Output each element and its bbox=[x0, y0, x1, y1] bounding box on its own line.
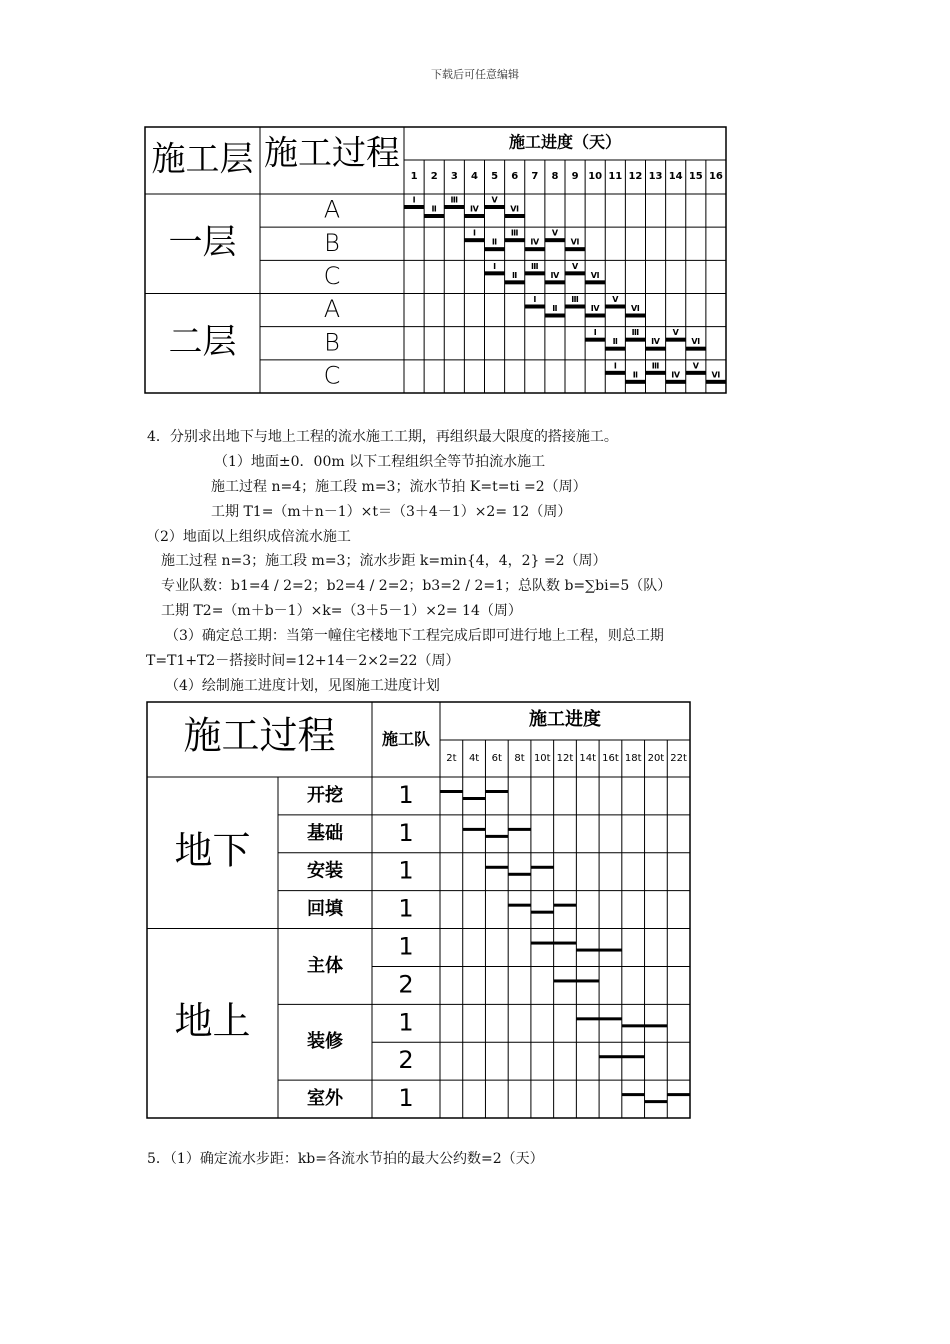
table1-bar-segment bbox=[625, 338, 645, 342]
table2-process-name: 基础 bbox=[307, 822, 343, 844]
table1-day-label: 16 bbox=[708, 171, 723, 182]
table1-bar-label: Ⅴ bbox=[672, 328, 679, 338]
table1-bar-label: Ⅲ bbox=[531, 261, 539, 271]
table1-bar-segment bbox=[404, 205, 424, 209]
text-line-5: （2）地面以上组织成倍流水施工 bbox=[146, 529, 351, 545]
text-line-1: 4．分别求出地下与地上工程的流水施工工期，再组织最大限度的搭接施工。 bbox=[147, 429, 618, 445]
table1-bar-label: Ⅱ bbox=[431, 204, 437, 214]
table1-day-label: 9 bbox=[571, 171, 579, 182]
table1-bar-segment bbox=[666, 338, 686, 342]
table1-bar-label: Ⅳ bbox=[550, 270, 560, 280]
table1-bar-segment bbox=[625, 380, 645, 384]
table1-day-label: 6 bbox=[511, 171, 519, 182]
table1-day-label: 1 bbox=[410, 171, 418, 182]
table2-bar-segment bbox=[576, 1017, 621, 1020]
table2-bar-segment bbox=[508, 904, 531, 907]
table2-tick-label: 20t bbox=[647, 753, 665, 764]
table1-process-label: B bbox=[324, 328, 340, 357]
table2-bar-segment bbox=[485, 835, 508, 838]
table1-bar-segment bbox=[585, 280, 605, 284]
table1-bar-label: Ⅱ bbox=[612, 337, 618, 347]
text-line-8: 工期 T2=（m＋b－1）×k=（3＋5－1）×2= 14（周） bbox=[161, 603, 522, 619]
table1-day-label: 4 bbox=[470, 171, 478, 182]
table2-bar-segment bbox=[554, 904, 577, 907]
table1-bar-segment bbox=[605, 371, 625, 375]
table1-bar-segment bbox=[625, 314, 645, 318]
table1-day-label: 2 bbox=[430, 171, 438, 182]
table1-bar-segment bbox=[706, 380, 726, 384]
table1-bar-label: Ⅳ bbox=[590, 304, 600, 313]
table1-group-label: 一层 bbox=[168, 222, 237, 263]
table2-team-number: 1 bbox=[398, 780, 414, 809]
table2-group-label: 地下 bbox=[174, 828, 251, 873]
table1-bar-segment bbox=[485, 271, 505, 275]
table2-header-team: 施工队 bbox=[381, 729, 431, 749]
table2-bar-segment bbox=[667, 1093, 690, 1096]
text-line-12: 5．（1）确定流水步距：kb=各流水节拍的最大公约数=2（天） bbox=[147, 1151, 544, 1167]
table2-header-progress: 施工进度 bbox=[529, 709, 601, 730]
table1-day-label: 15 bbox=[688, 171, 703, 182]
table1-bar-label: Ⅵ bbox=[691, 337, 701, 347]
table1-header-process: 施工过程 bbox=[264, 133, 400, 174]
table1-bar-segment bbox=[686, 347, 706, 351]
table1-bar-segment bbox=[545, 280, 565, 284]
table1-bar-segment bbox=[525, 271, 545, 275]
table2-tick-label: 22t bbox=[670, 753, 687, 764]
table1-bar-label: Ⅴ bbox=[491, 195, 498, 205]
table1-bar-label: Ⅰ bbox=[593, 328, 597, 338]
table2-bar-segment bbox=[645, 1100, 668, 1103]
table1-bar-label: Ⅳ bbox=[470, 204, 479, 214]
table2-tick-label: 12t bbox=[556, 753, 574, 764]
table2-bar-segment bbox=[599, 1055, 644, 1058]
table2-process-name: 回填 bbox=[307, 898, 343, 920]
table1-bar-label: Ⅲ bbox=[450, 195, 459, 205]
table2-bar-segment bbox=[531, 911, 554, 914]
table2-bar-segment bbox=[531, 942, 576, 945]
table2-tick-label: 16t bbox=[602, 753, 619, 764]
table1-bar-segment bbox=[545, 314, 565, 318]
table1-bar-label: Ⅳ bbox=[651, 337, 660, 347]
table2-group-label: 地上 bbox=[174, 998, 251, 1043]
table1-bar-label: Ⅵ bbox=[590, 270, 600, 280]
table1-bar-segment bbox=[424, 214, 444, 218]
text-line-11: （4）绘制施工进度计划，见图施工进度计划 bbox=[165, 678, 440, 694]
table1-bar-segment bbox=[545, 238, 565, 242]
table2-bar-segment bbox=[508, 828, 531, 831]
table1-bar-segment bbox=[444, 205, 464, 209]
table2-process-name: 装修 bbox=[307, 1031, 343, 1053]
table2-tick-label: 10t bbox=[533, 753, 551, 764]
table2-bar-segment bbox=[440, 790, 463, 793]
table2-process-name: 主体 bbox=[307, 955, 343, 977]
table1-bar-label: Ⅲ bbox=[510, 228, 519, 238]
table2-process-name: 安装 bbox=[307, 860, 343, 882]
table1-bar-segment bbox=[525, 247, 545, 251]
table2-tick-label: 4t bbox=[468, 753, 480, 764]
table2-bar-segment bbox=[622, 1093, 645, 1096]
table1-bar-label: Ⅴ bbox=[571, 261, 579, 271]
table1-day-label: 13 bbox=[648, 171, 663, 182]
table2-team-number: 1 bbox=[398, 1084, 414, 1113]
table1-bar-label: Ⅵ bbox=[631, 304, 640, 313]
table1-bar-label: Ⅰ bbox=[493, 261, 497, 271]
table1-bar-segment bbox=[485, 247, 505, 251]
table1-bar-segment bbox=[605, 347, 625, 351]
table1-bar-label: Ⅱ bbox=[632, 370, 639, 380]
table1-day-label: 5 bbox=[491, 171, 499, 182]
table1-bar-label: Ⅰ bbox=[613, 361, 617, 371]
table2-bar-segment bbox=[485, 790, 508, 793]
table1-day-label: 10 bbox=[588, 171, 603, 182]
table2-bar-segment bbox=[463, 828, 486, 831]
table1-process-label: B bbox=[324, 228, 340, 257]
table1-process-label: C bbox=[323, 261, 341, 290]
table1-bar-segment bbox=[646, 347, 666, 351]
table1-bar-segment bbox=[666, 380, 686, 384]
text-line-4: 工期 T1=（m＋n－1）×t＝（3＋4－1）×2= 12（周） bbox=[211, 504, 572, 520]
table2-bar-segment bbox=[463, 797, 486, 800]
table2-tick-label: 2t bbox=[446, 753, 457, 764]
table1-day-label: 12 bbox=[628, 171, 643, 182]
table1-process-label: A bbox=[323, 195, 341, 224]
page-header: 下载后可任意编辑 bbox=[431, 68, 519, 81]
table1-bar-label: Ⅴ bbox=[612, 295, 619, 304]
table1-day-label: 7 bbox=[531, 171, 539, 182]
table1-bar-segment bbox=[565, 305, 585, 309]
table1-bar-segment bbox=[646, 371, 666, 375]
table2-team-number: 2 bbox=[398, 970, 414, 999]
table1-day-label: 11 bbox=[608, 171, 623, 182]
table1-bar-segment bbox=[464, 238, 484, 242]
table2-process-name: 室外 bbox=[307, 1088, 343, 1110]
table1-bar-segment bbox=[686, 371, 706, 375]
text-line-6: 施工过程 n=3；施工段 m=3；流水步距 k=min{4，4，2} =2（周） bbox=[161, 553, 607, 569]
table1-process-label: C bbox=[323, 361, 341, 390]
table2-team-number: 1 bbox=[398, 894, 414, 923]
table1-bar-label: Ⅲ bbox=[631, 328, 640, 338]
table1-bar-segment bbox=[565, 271, 585, 275]
text-line-3: 施工过程 n=4；施工段 m=3；流水节拍 K=t=ti =2（周） bbox=[211, 479, 587, 495]
table2-bar-segment bbox=[576, 949, 621, 952]
table1-header-layer: 施工层 bbox=[151, 139, 254, 180]
table1-bar-segment bbox=[464, 214, 484, 218]
table2-bar-segment bbox=[531, 866, 554, 869]
table2-header-process: 施工过程 bbox=[183, 713, 336, 758]
table2-bar-segment bbox=[485, 866, 508, 869]
table2-bar-segment bbox=[622, 1024, 667, 1027]
table1-bar-segment bbox=[605, 305, 625, 309]
table2-bar-segment bbox=[508, 873, 531, 876]
table2-tick-label: 8t bbox=[514, 753, 525, 764]
table1-bar-label: Ⅴ bbox=[551, 228, 559, 238]
table1-bar-segment bbox=[585, 314, 605, 318]
table1-bar-label: Ⅰ bbox=[472, 228, 476, 238]
table2-team-number: 1 bbox=[398, 1008, 414, 1037]
table1-bar-label: Ⅲ bbox=[651, 361, 660, 371]
table1-bar-segment bbox=[505, 214, 525, 218]
table1-header-progress: 施工进度（天） bbox=[508, 132, 622, 152]
text-line-9: （3）确定总工期：当第一幢住宅楼地下工程完成后即可进行地上工程，则总工期 bbox=[165, 628, 664, 644]
table2-team-number: 1 bbox=[398, 818, 414, 847]
table1-bar-segment bbox=[585, 338, 605, 342]
table2-team-number: 1 bbox=[398, 856, 414, 885]
table1-bar-label: Ⅵ bbox=[711, 370, 721, 380]
table2-team-number: 2 bbox=[398, 1046, 414, 1075]
table1-bar-label: Ⅴ bbox=[692, 361, 699, 371]
table1-bar-label: Ⅱ bbox=[491, 237, 498, 247]
table2-tick-label: 18t bbox=[624, 753, 642, 764]
table1-bar-segment bbox=[565, 247, 585, 251]
table1-bar-label: Ⅰ bbox=[412, 195, 416, 205]
table1-bar-label: Ⅵ bbox=[510, 204, 520, 214]
table2-process-name: 开挖 bbox=[307, 784, 343, 806]
table2-bar-segment bbox=[554, 979, 599, 982]
table1-bar-segment bbox=[485, 205, 505, 209]
table1-day-label: 3 bbox=[450, 171, 458, 182]
text-line-2: （1）地面±0．00m 以下工程组织全等节拍流水施工 bbox=[214, 454, 546, 470]
table2-team-number: 1 bbox=[398, 932, 414, 961]
table1-group-label: 二层 bbox=[168, 321, 237, 362]
table2-tick-label: 14t bbox=[579, 753, 597, 764]
table1-bar-label: Ⅲ bbox=[571, 295, 579, 304]
table1-bar-label: Ⅱ bbox=[512, 270, 518, 280]
table1-bar-label: Ⅱ bbox=[552, 304, 558, 313]
table1-bar-segment bbox=[505, 280, 525, 284]
table1-bar-label: Ⅰ bbox=[533, 295, 537, 304]
text-line-10: T=T1+T2－搭接时间=12+14－2×2=22（周） bbox=[146, 653, 460, 669]
table1-bar-label: Ⅳ bbox=[530, 237, 540, 247]
text-line-7: 专业队数：b1=4 / 2=2；b2=4 / 2=2；b3=2 / 2=1；总队数 b=∑bi=5（队） bbox=[161, 578, 672, 594]
table1-bar-segment bbox=[525, 305, 545, 309]
table2-tick-label: 6t bbox=[491, 753, 502, 764]
table1-bar-label: Ⅵ bbox=[570, 237, 580, 247]
table1-bar-label: Ⅳ bbox=[671, 370, 681, 380]
table1-process-label: A bbox=[323, 295, 341, 324]
table1-day-label: 8 bbox=[551, 171, 559, 182]
table1-day-label: 14 bbox=[668, 171, 683, 182]
table1-bar-segment bbox=[505, 238, 525, 242]
